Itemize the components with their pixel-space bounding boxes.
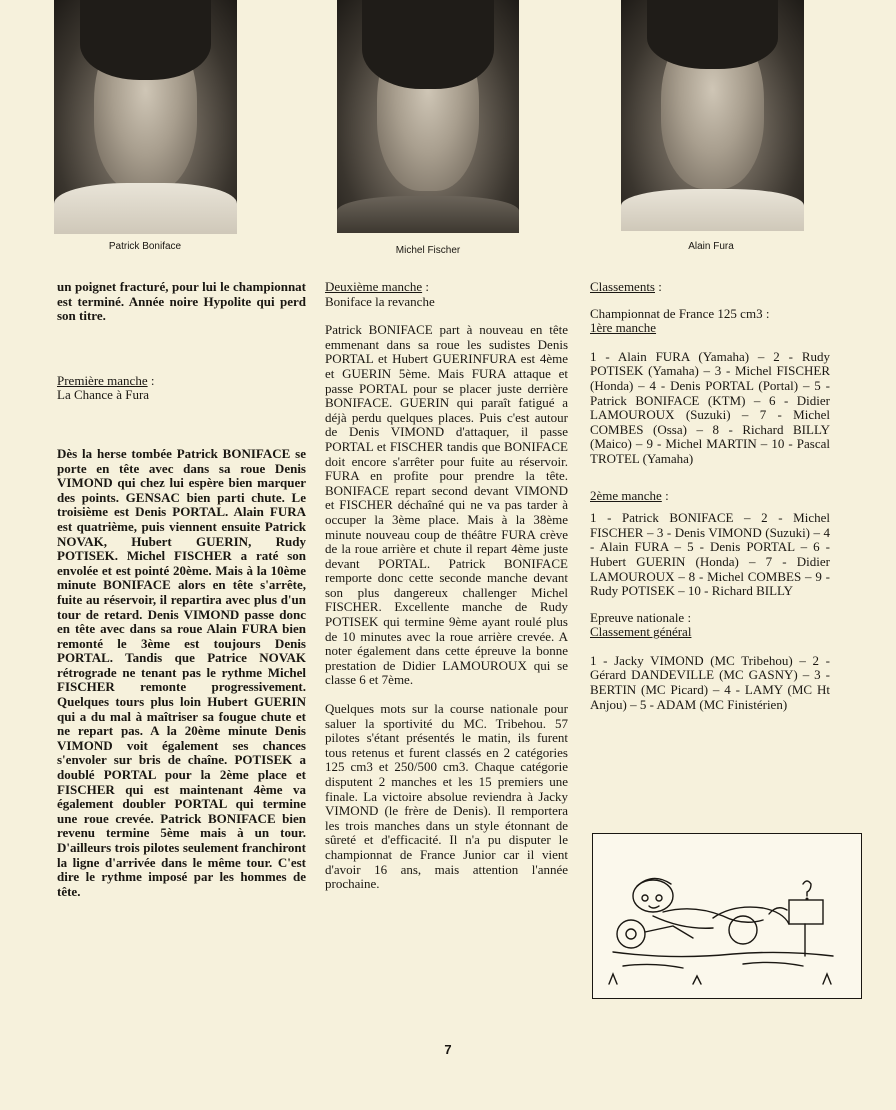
results-list: 1 - Alain FURA (Yamaha) – 2 - Rudy POTISEK (Yamaha) – 3 - Michel FISCHER (Honda) – 4 - Denis PORTAL (Portal) – 5 - Patrick BONIFACE (KTM) – 6 - Didier LAMOUROUX (Suzuki) – 7 - Michel COMBES (Ossa) – 8 - Richard BILLY (Maico) – 9 - Michel MARTIN – 10 - Pascal TROTEL (Yamaha)	[590, 348, 830, 466]
photo-caption: Patrick Boniface	[108, 241, 182, 252]
body-paragraph: Dès la herse tombée Patrick BONIFACE se porte en tête avec dans sa roue Denis VIMOND qui chez lui espère bien marquer des points. GENSAC bien parti chute. Le troisième est Denis PORTAL. Alain FURA est quatrième, puis viennent ensuite Patrick NOVAK, Hubert GUERIN, Rudy POTISEK. Michel FISCHER a raté son envolée et est pointé 20ème. Mais à la 10ème minute BONIFACE alors en tête s'arrête, fuite au réservoir, il repartira avec plus d'un tour de retard. Denis VIMOND passe donc en tête avec dans sa roue Alain FURA bien remonté le 3ème est toujours Denis PORTAL. Tandis que Patrice NOVAK rétrograde ne tenant pas le rythme Michel FISCHER remonte progressivement. Quelques tours plus loin Hubert GUERIN qui a du mal à maîtriser sa fougue chute et ne repart pas. A la 20ème minute Denis VIMOND voit également ses chances s'envoler sur bris de chaîne. POTISEK a doublé PORTAL pour la 2ème place et FISCHER qui est maintenant 4ème va également doubler PORTAL qui termine une roue crevée. Patrick BONIFACE bien revenu termine 5ème mais à un tour. D'ailleurs trois pilotes seulement franchiront la ligne d'arrivée dans le même tour. C'est dire le rythme imposé par les hommes de tête.	[57, 445, 306, 899]
page-number: 7	[444, 1042, 452, 1057]
section-heading: Deuxième manche :	[325, 279, 429, 294]
heading-text: Classements	[590, 279, 655, 294]
section-subheading: Boniface la revanche	[325, 293, 435, 309]
photo-caption: Michel Fischer	[395, 245, 461, 256]
section-heading: Première manche :	[57, 372, 155, 388]
photo-michel-fischer	[337, 0, 519, 233]
body-paragraph: Patrick BONIFACE part à nouveau en tête emmenant dans sa roue les sudistes Denis PORTAL et Hubert GUERINFURA est 4ème et GUERIN 5ème. Mais FURA attaque et passe PORTAL pour se placer juste derrière BONIFACE. GUERIN qui paraît fatigué a déjà perdu quelques places. Puis c'est autour de Denis VIMOND d'attaquer, il passe PORTAL et FISCHER tandis que BONIFACE doit encore s'arrêter pour fuite au réservoir. FURA en profite pour prendre la tête. BONIFACE repart second devant VIMOND et FISCHER déchaîné qui ne va pas tarder à occuper la 3ème place. Mais à la 38ème minute nouveau coup de théâtre FURA crève de la roue arrière et chute il repart 4ème juste devant PORTAL. Patrick BONIFACE remporte donc cette seconde manche devant son plus dangereux challenger Michel FISCHER. Excellente manche de Rudy POTISEK qui termine 9ème ayant roulé plus de 10 minutes avec la roue arrière crevée. A noter également dans cette épreuve la bonne prestation de Didier LAMOUROUX qui se classe 6 et 7ème.	[325, 322, 568, 688]
section-subheading: La Chance à Fura	[57, 387, 150, 403]
article-column-2	[325, 280, 568, 892]
photo-patrick-boniface	[54, 0, 237, 234]
body-paragraph: Quelques mots sur la course nationale pour saluer la sportivité du MC. Tribehou. 57 pilotes s'étant présentés le matin, ils furent tous retenus et furent classés en 2 catégories 125 cm3 et 250/500 cm3. Chaque catégorie disputent 2 manches et les 15 premiers une finale. La victoire absolue reviendra à Jacky VIMOND (le frère de Denis). Il remportera les trois manches dans un style étonnant de sûreté et d'efficacité. Il n'a pu disputer le championnat de France Junior car il vient d'avoir 16 ans, mais attention l'année prochaine.	[325, 701, 568, 892]
article-column-1	[57, 280, 306, 899]
photo-alain-fura	[621, 0, 804, 231]
results-heading: 2ème manche :	[590, 487, 669, 503]
national-event-title: Epreuve nationale :	[590, 609, 692, 625]
photo-caption: Alain Fura	[688, 241, 734, 252]
results-heading: Classement général	[590, 624, 692, 640]
results-list: 1 - Jacky VIMOND (MC Tribehou) – 2 - Gérard DANDEVILLE (MC GASNY) – 3 - BERTIN (MC Picard) – 4 - LAMY (MC Ht Anjou) – 5 - ADAM (MC Finistérien)	[590, 652, 830, 712]
intro-paragraph: un poignet fracturé, pour lui le championnat est terminé. Année noire Hypolite qui perd son titre.	[57, 279, 306, 324]
results-column	[590, 280, 830, 712]
heading-text: Première manche	[57, 372, 148, 388]
heading-text: Deuxième manche	[325, 279, 423, 294]
results-heading: 1ère manche	[590, 320, 657, 336]
cartoon-drawing	[593, 834, 861, 998]
results-list: 1 - Patrick BONIFACE – 2 - Michel FISCHER – 3 - Denis VIMOND (Suzuki) – 4 - Alain FURA – 5 - Denis PORTAL – 6 - Hubert GUERIN (Honda) – 7 - Didier LAMOUROUX – 8 - Michel COMBES – 9 - Rudy POTISEK – 10 - Richard BILLY	[590, 510, 830, 599]
cartoon-illustration	[592, 833, 862, 999]
section-heading: Classements :	[590, 279, 662, 294]
championship-title: Championnat de France 125 cm3 :	[590, 305, 770, 321]
